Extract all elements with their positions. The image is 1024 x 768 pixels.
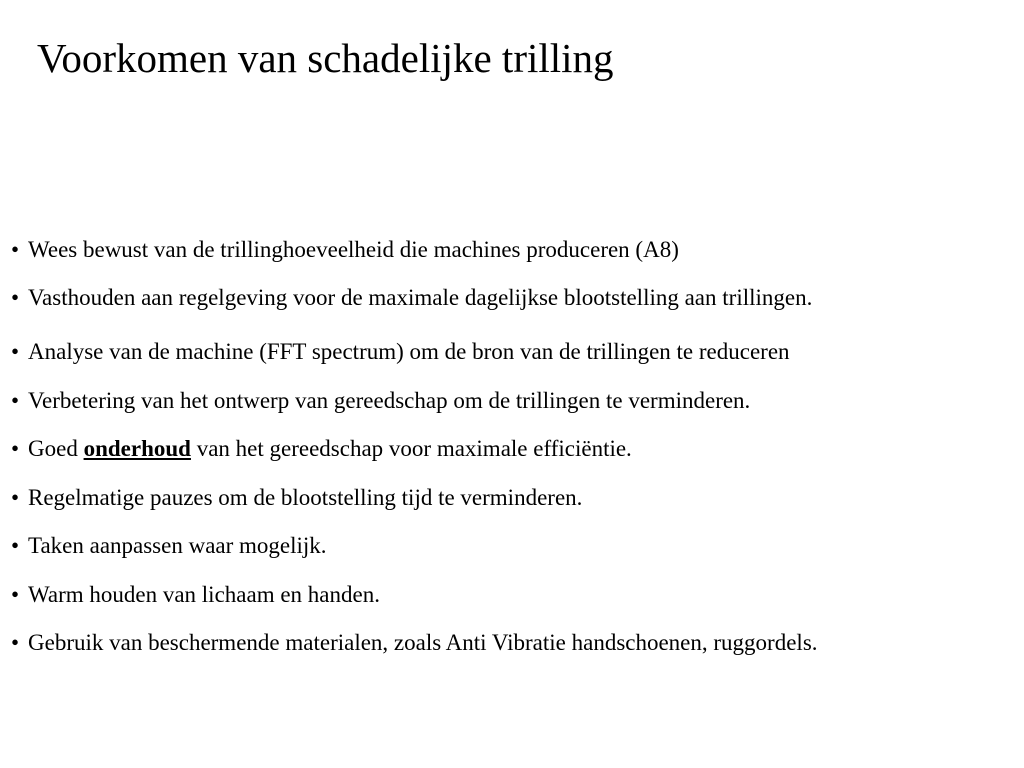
bullet-text: Analyse van de machine (FFT spectrum) om de bron van de trillingen te reduceren [28, 339, 790, 364]
bullet-symbol: • [11, 582, 20, 607]
bullet-text-before: Goed [28, 436, 84, 461]
emphasis-onderhoud: onderhoud [83, 436, 191, 461]
bullet-item [11, 628, 818, 658]
bullet-symbol: • [11, 237, 20, 262]
bullet-text-after: van het gereedschap voor maximale efficiëntie. [190, 436, 632, 461]
bullet-symbol: • [11, 339, 20, 364]
bullet-symbol: • [11, 388, 20, 413]
bullet-item [11, 434, 632, 464]
bullet-text: Vasthouden aan regelgeving voor de maximale dagelijkse blootstelling aan trillingen. [28, 285, 813, 310]
bullet-symbol: • [11, 285, 20, 310]
bullet-item [11, 483, 582, 513]
bullet-text: Wees bewust van de trillinghoeveelheid die machines produceren (A8) [28, 237, 679, 262]
bullet-item [11, 580, 380, 610]
bullet-item [11, 531, 327, 561]
bullet-text: Verbetering van het ontwerp van gereedschap om de trillingen te verminderen. [28, 388, 751, 413]
slide-title: Voorkomen van schadelijke trilling [37, 35, 614, 81]
bullet-symbol: • [11, 533, 20, 558]
bullet-symbol: • [11, 485, 20, 510]
bullet-item [11, 283, 812, 313]
bullet-item [11, 235, 679, 265]
bullet-text: Warm houden van lichaam en handen. [28, 582, 380, 607]
bullet-text: Taken aanpassen waar mogelijk. [28, 533, 327, 558]
bullet-symbol: • [11, 630, 20, 655]
bullet-text: Regelmatige pauzes om de blootstelling tijd te verminderen. [28, 485, 583, 510]
bullet-item [11, 386, 750, 416]
bullet-symbol: • [11, 436, 20, 461]
bullet-text: Gebruik van beschermende materialen, zoals Anti Vibratie handschoenen, ruggordels. [28, 630, 818, 655]
bullet-item [11, 337, 790, 367]
